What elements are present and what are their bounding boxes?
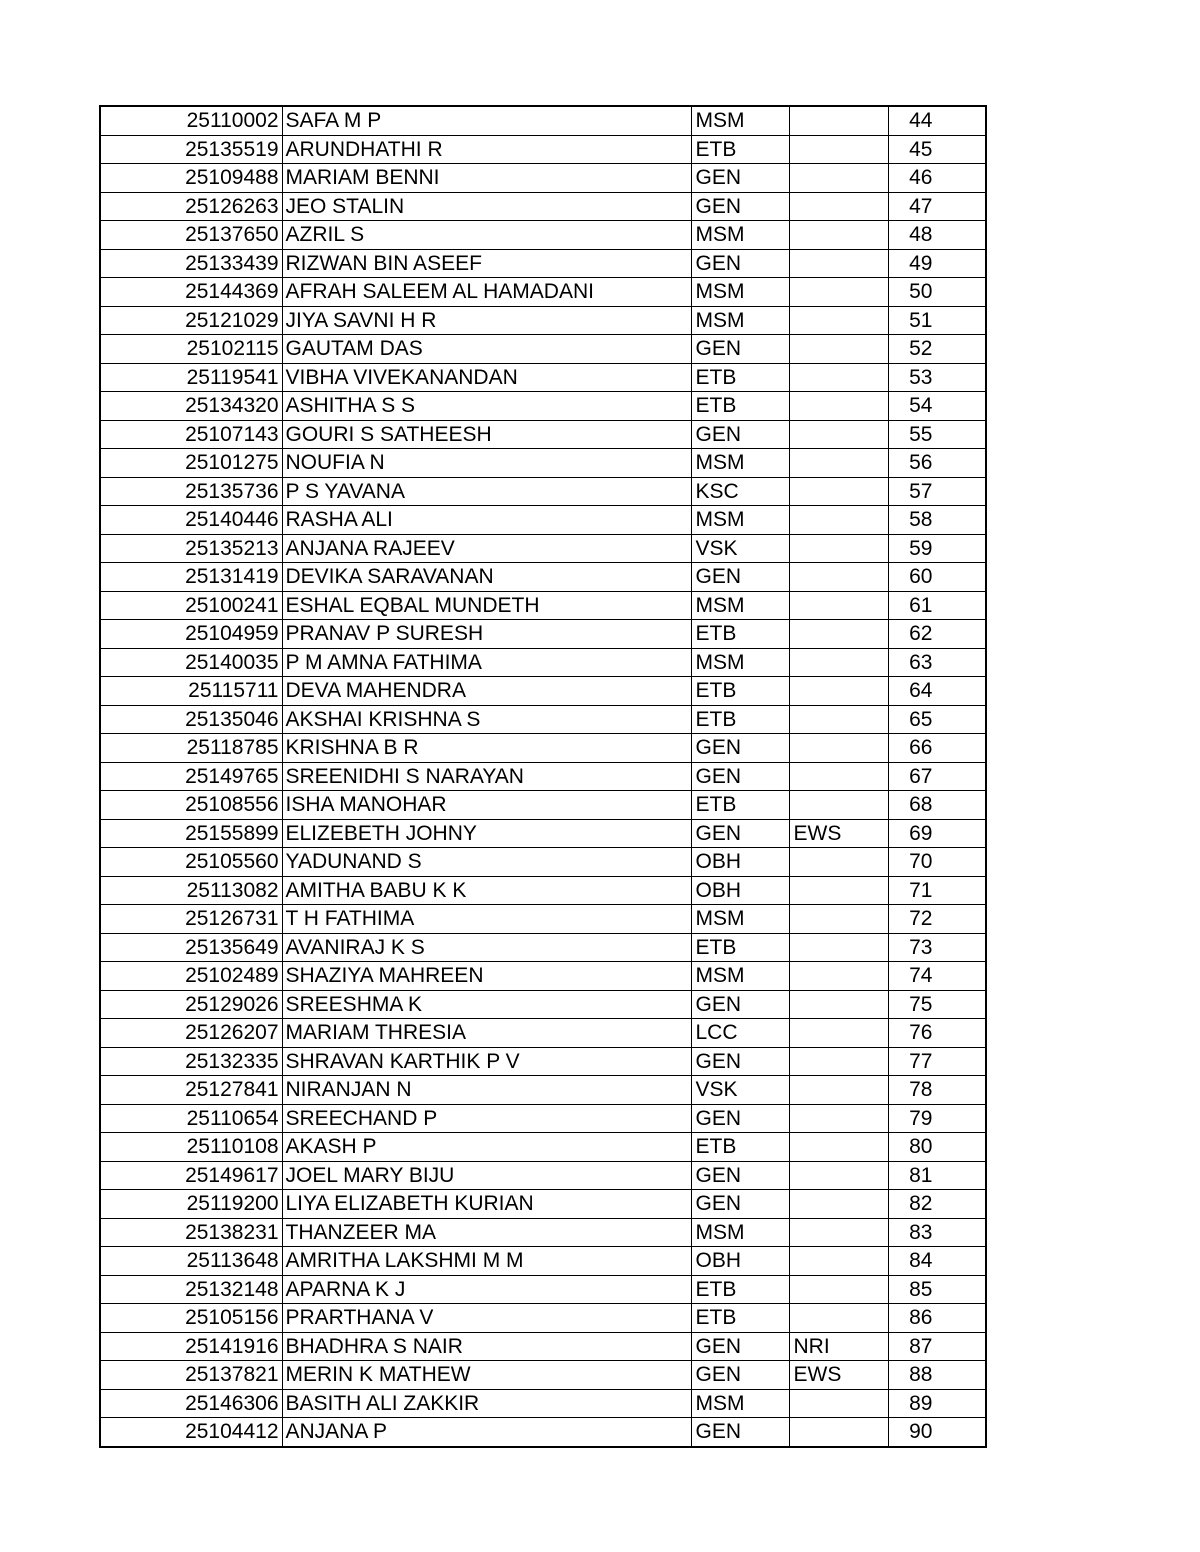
table-row xyxy=(100,1133,986,1162)
application-number-cell: 25138231 xyxy=(100,1218,282,1247)
application-number-cell: 25135649 xyxy=(100,933,282,962)
category-cell: OBH xyxy=(691,876,789,905)
application-number-cell: 25115711 xyxy=(100,677,282,706)
application-number-cell: 25108556 xyxy=(100,791,282,820)
quota-cell xyxy=(789,449,888,478)
candidate-name-cell: AMITHA BABU K K xyxy=(282,876,691,905)
application-number-cell: 25135213 xyxy=(100,534,282,563)
candidate-name-cell: MARIAM THRESIA xyxy=(282,1019,691,1048)
candidate-name-cell: BHADHRA S NAIR xyxy=(282,1332,691,1361)
candidate-name-cell: AFRAH SALEEM AL HAMADANI xyxy=(282,278,691,307)
quota-cell xyxy=(789,477,888,506)
category-cell: GEN xyxy=(691,1361,789,1390)
quota-cell: EWS xyxy=(789,819,888,848)
quota-cell: EWS xyxy=(789,1361,888,1390)
table-row xyxy=(100,1161,986,1190)
rank-cell: 63 xyxy=(888,648,986,677)
category-cell: MSM xyxy=(691,591,789,620)
table-row xyxy=(100,848,986,877)
candidate-name-cell: BASITH ALI ZAKKIR xyxy=(282,1389,691,1418)
quota-cell xyxy=(789,335,888,364)
application-number-cell: 25135519 xyxy=(100,135,282,164)
category-cell: MSM xyxy=(691,962,789,991)
candidate-name-cell: RIZWAN BIN ASEEF xyxy=(282,249,691,278)
rank-cell: 44 xyxy=(888,106,986,135)
rank-cell: 49 xyxy=(888,249,986,278)
candidate-name-cell: AKSHAI KRISHNA S xyxy=(282,705,691,734)
rank-cell: 76 xyxy=(888,1019,986,1048)
application-number-cell: 25132148 xyxy=(100,1275,282,1304)
application-number-cell: 25133439 xyxy=(100,249,282,278)
category-cell: MSM xyxy=(691,1389,789,1418)
rank-list-table xyxy=(99,105,987,1448)
candidate-name-cell: SREENIDHI S NARAYAN xyxy=(282,762,691,791)
category-cell: MSM xyxy=(691,449,789,478)
table-row xyxy=(100,221,986,250)
quota-cell: NRI xyxy=(789,1332,888,1361)
table-row xyxy=(100,1304,986,1333)
rank-cell: 48 xyxy=(888,221,986,250)
quota-cell xyxy=(789,363,888,392)
quota-cell xyxy=(789,1161,888,1190)
category-cell: GEN xyxy=(691,1104,789,1133)
quota-cell xyxy=(789,563,888,592)
table-row xyxy=(100,620,986,649)
application-number-cell: 25105560 xyxy=(100,848,282,877)
rank-cell: 77 xyxy=(888,1047,986,1076)
table-row xyxy=(100,905,986,934)
candidate-name-cell: AVANIRAJ K S xyxy=(282,933,691,962)
table-row xyxy=(100,106,986,135)
category-cell: GEN xyxy=(691,563,789,592)
table-row xyxy=(100,648,986,677)
candidate-name-cell: AKASH P xyxy=(282,1133,691,1162)
table-row xyxy=(100,1190,986,1219)
quota-cell xyxy=(789,1047,888,1076)
candidate-name-cell: KRISHNA B R xyxy=(282,734,691,763)
rank-cell: 46 xyxy=(888,164,986,193)
application-number-cell: 25118785 xyxy=(100,734,282,763)
quota-cell xyxy=(789,990,888,1019)
rank-cell: 60 xyxy=(888,563,986,592)
quota-cell xyxy=(789,791,888,820)
application-number-cell: 25146306 xyxy=(100,1389,282,1418)
category-cell: ETB xyxy=(691,1304,789,1333)
table-row xyxy=(100,563,986,592)
application-number-cell: 25149617 xyxy=(100,1161,282,1190)
rank-cell: 75 xyxy=(888,990,986,1019)
quota-cell xyxy=(789,420,888,449)
candidate-name-cell: ARUNDHATHI R xyxy=(282,135,691,164)
quota-cell xyxy=(789,905,888,934)
candidate-name-cell: SREECHAND P xyxy=(282,1104,691,1133)
rank-cell: 61 xyxy=(888,591,986,620)
category-cell: ETB xyxy=(691,791,789,820)
category-cell: GEN xyxy=(691,1418,789,1447)
category-cell: MSM xyxy=(691,506,789,535)
table-row xyxy=(100,1361,986,1390)
table-row xyxy=(100,762,986,791)
table-row xyxy=(100,506,986,535)
table-row xyxy=(100,1218,986,1247)
table-row xyxy=(100,1418,986,1447)
quota-cell xyxy=(789,278,888,307)
category-cell: MSM xyxy=(691,1218,789,1247)
application-number-cell: 25129026 xyxy=(100,990,282,1019)
category-cell: ETB xyxy=(691,705,789,734)
application-number-cell: 25113082 xyxy=(100,876,282,905)
application-number-cell: 25107143 xyxy=(100,420,282,449)
table-row xyxy=(100,363,986,392)
category-cell: ETB xyxy=(691,677,789,706)
table-row xyxy=(100,449,986,478)
candidate-name-cell: DEVA MAHENDRA xyxy=(282,677,691,706)
category-cell: MSM xyxy=(691,221,789,250)
quota-cell xyxy=(789,734,888,763)
rank-cell: 89 xyxy=(888,1389,986,1418)
category-cell: MSM xyxy=(691,905,789,934)
application-number-cell: 25113648 xyxy=(100,1247,282,1276)
rank-cell: 53 xyxy=(888,363,986,392)
table-row xyxy=(100,962,986,991)
category-cell: MSM xyxy=(691,278,789,307)
rank-cell: 84 xyxy=(888,1247,986,1276)
application-number-cell: 25126263 xyxy=(100,192,282,221)
rank-cell: 58 xyxy=(888,506,986,535)
application-number-cell: 25102489 xyxy=(100,962,282,991)
quota-cell xyxy=(789,876,888,905)
quota-cell xyxy=(789,1418,888,1447)
category-cell: ETB xyxy=(691,363,789,392)
quota-cell xyxy=(789,1133,888,1162)
category-cell: OBH xyxy=(691,848,789,877)
candidate-name-cell: APARNA K J xyxy=(282,1275,691,1304)
quota-cell xyxy=(789,1019,888,1048)
table-row xyxy=(100,477,986,506)
quota-cell xyxy=(789,591,888,620)
table-row xyxy=(100,734,986,763)
quota-cell xyxy=(789,1304,888,1333)
rank-cell: 54 xyxy=(888,392,986,421)
quota-cell xyxy=(789,1218,888,1247)
rank-list-body xyxy=(100,106,986,1447)
application-number-cell: 25126731 xyxy=(100,905,282,934)
rank-cell: 69 xyxy=(888,819,986,848)
candidate-name-cell: AZRIL S xyxy=(282,221,691,250)
candidate-name-cell: LIYA ELIZABETH KURIAN xyxy=(282,1190,691,1219)
category-cell: ETB xyxy=(691,135,789,164)
rank-cell: 64 xyxy=(888,677,986,706)
candidate-name-cell: ANJANA P xyxy=(282,1418,691,1447)
table-row xyxy=(100,677,986,706)
quota-cell xyxy=(789,620,888,649)
application-number-cell: 25119200 xyxy=(100,1190,282,1219)
rank-cell: 73 xyxy=(888,933,986,962)
table-row xyxy=(100,278,986,307)
category-cell: GEN xyxy=(691,164,789,193)
candidate-name-cell: ELIZEBETH JOHNY xyxy=(282,819,691,848)
candidate-name-cell: ANJANA RAJEEV xyxy=(282,534,691,563)
category-cell: ETB xyxy=(691,933,789,962)
application-number-cell: 25132335 xyxy=(100,1047,282,1076)
table-row xyxy=(100,249,986,278)
category-cell: GEN xyxy=(691,990,789,1019)
table-row xyxy=(100,164,986,193)
candidate-name-cell: SREESHMA K xyxy=(282,990,691,1019)
category-cell: GEN xyxy=(691,762,789,791)
quota-cell xyxy=(789,1389,888,1418)
table-row xyxy=(100,705,986,734)
rank-cell: 83 xyxy=(888,1218,986,1247)
category-cell: MSM xyxy=(691,648,789,677)
application-number-cell: 25140446 xyxy=(100,506,282,535)
candidate-name-cell: P S YAVANA xyxy=(282,477,691,506)
application-number-cell: 25127841 xyxy=(100,1076,282,1105)
application-number-cell: 25121029 xyxy=(100,306,282,335)
table-row xyxy=(100,1332,986,1361)
rank-cell: 57 xyxy=(888,477,986,506)
candidate-name-cell: ESHAL EQBAL MUNDETH xyxy=(282,591,691,620)
quota-cell xyxy=(789,1076,888,1105)
table-row xyxy=(100,1019,986,1048)
rank-cell: 62 xyxy=(888,620,986,649)
category-cell: GEN xyxy=(691,1161,789,1190)
category-cell: GEN xyxy=(691,420,789,449)
category-cell: GEN xyxy=(691,249,789,278)
rank-cell: 87 xyxy=(888,1332,986,1361)
application-number-cell: 25110108 xyxy=(100,1133,282,1162)
quota-cell xyxy=(789,249,888,278)
candidate-name-cell: JOEL MARY BIJU xyxy=(282,1161,691,1190)
rank-cell: 79 xyxy=(888,1104,986,1133)
application-number-cell: 25102115 xyxy=(100,335,282,364)
category-cell: VSK xyxy=(691,1076,789,1105)
application-number-cell: 25109488 xyxy=(100,164,282,193)
category-cell: OBH xyxy=(691,1247,789,1276)
candidate-name-cell: ISHA MANOHAR xyxy=(282,791,691,820)
rank-cell: 88 xyxy=(888,1361,986,1390)
rank-cell: 66 xyxy=(888,734,986,763)
category-cell: ETB xyxy=(691,620,789,649)
rank-cell: 59 xyxy=(888,534,986,563)
application-number-cell: 25104959 xyxy=(100,620,282,649)
category-cell: ETB xyxy=(691,392,789,421)
rank-cell: 72 xyxy=(888,905,986,934)
application-number-cell: 25131419 xyxy=(100,563,282,592)
table-row xyxy=(100,1389,986,1418)
rank-cell: 71 xyxy=(888,876,986,905)
category-cell: VSK xyxy=(691,534,789,563)
quota-cell xyxy=(789,962,888,991)
quota-cell xyxy=(789,648,888,677)
category-cell: GEN xyxy=(691,335,789,364)
rank-cell: 51 xyxy=(888,306,986,335)
candidate-name-cell: DEVIKA SARAVANAN xyxy=(282,563,691,592)
table-row xyxy=(100,1047,986,1076)
application-number-cell: 25141916 xyxy=(100,1332,282,1361)
rank-cell: 90 xyxy=(888,1418,986,1447)
quota-cell xyxy=(789,135,888,164)
quota-cell xyxy=(789,1247,888,1276)
application-number-cell: 25137650 xyxy=(100,221,282,250)
quota-cell xyxy=(789,192,888,221)
candidate-name-cell: MARIAM BENNI xyxy=(282,164,691,193)
table-row xyxy=(100,1104,986,1133)
table-row xyxy=(100,791,986,820)
rank-cell: 68 xyxy=(888,791,986,820)
category-cell: KSC xyxy=(691,477,789,506)
rank-cell: 52 xyxy=(888,335,986,364)
category-cell: LCC xyxy=(691,1019,789,1048)
table-row xyxy=(100,534,986,563)
candidate-name-cell: AMRITHA LAKSHMI M M xyxy=(282,1247,691,1276)
application-number-cell: 25144369 xyxy=(100,278,282,307)
application-number-cell: 25155899 xyxy=(100,819,282,848)
rank-cell: 65 xyxy=(888,705,986,734)
table-row xyxy=(100,420,986,449)
table-row xyxy=(100,990,986,1019)
category-cell: GEN xyxy=(691,1190,789,1219)
rank-cell: 50 xyxy=(888,278,986,307)
quota-cell xyxy=(789,677,888,706)
candidate-name-cell: VIBHA VIVEKANANDAN xyxy=(282,363,691,392)
candidate-name-cell: ASHITHA S S xyxy=(282,392,691,421)
application-number-cell: 25100241 xyxy=(100,591,282,620)
table-row xyxy=(100,335,986,364)
candidate-name-cell: JIYA SAVNI H R xyxy=(282,306,691,335)
application-number-cell: 25110654 xyxy=(100,1104,282,1133)
rank-cell: 85 xyxy=(888,1275,986,1304)
quota-cell xyxy=(789,392,888,421)
candidate-name-cell: NOUFIA N xyxy=(282,449,691,478)
quota-cell xyxy=(789,1104,888,1133)
rank-cell: 82 xyxy=(888,1190,986,1219)
candidate-name-cell: RASHA ALI xyxy=(282,506,691,535)
category-cell: MSM xyxy=(691,106,789,135)
application-number-cell: 25104412 xyxy=(100,1418,282,1447)
category-cell: MSM xyxy=(691,306,789,335)
candidate-name-cell: THANZEER MA xyxy=(282,1218,691,1247)
category-cell: ETB xyxy=(691,1275,789,1304)
table-row xyxy=(100,392,986,421)
category-cell: GEN xyxy=(691,1332,789,1361)
quota-cell xyxy=(789,306,888,335)
quota-cell xyxy=(789,933,888,962)
table-row xyxy=(100,876,986,905)
table-row xyxy=(100,192,986,221)
rank-cell: 78 xyxy=(888,1076,986,1105)
quota-cell xyxy=(789,762,888,791)
quota-cell xyxy=(789,848,888,877)
application-number-cell: 25110002 xyxy=(100,106,282,135)
candidate-name-cell: JEO STALIN xyxy=(282,192,691,221)
candidate-name-cell: SHRAVAN KARTHIK P V xyxy=(282,1047,691,1076)
application-number-cell: 25126207 xyxy=(100,1019,282,1048)
table-row xyxy=(100,591,986,620)
table-row xyxy=(100,819,986,848)
application-number-cell: 25137821 xyxy=(100,1361,282,1390)
table-row xyxy=(100,1275,986,1304)
candidate-name-cell: P M AMNA FATHIMA xyxy=(282,648,691,677)
quota-cell xyxy=(789,221,888,250)
rank-cell: 56 xyxy=(888,449,986,478)
application-number-cell: 25119541 xyxy=(100,363,282,392)
candidate-name-cell: PRARTHANA V xyxy=(282,1304,691,1333)
rank-cell: 67 xyxy=(888,762,986,791)
candidate-name-cell: NIRANJAN N xyxy=(282,1076,691,1105)
quota-cell xyxy=(789,506,888,535)
rank-cell: 55 xyxy=(888,420,986,449)
quota-cell xyxy=(789,705,888,734)
category-cell: GEN xyxy=(691,734,789,763)
application-number-cell: 25134320 xyxy=(100,392,282,421)
table-row xyxy=(100,306,986,335)
rank-cell: 45 xyxy=(888,135,986,164)
rank-cell: 80 xyxy=(888,1133,986,1162)
rank-cell: 81 xyxy=(888,1161,986,1190)
rank-cell: 86 xyxy=(888,1304,986,1333)
application-number-cell: 25101275 xyxy=(100,449,282,478)
candidate-name-cell: MERIN K MATHEW xyxy=(282,1361,691,1390)
application-number-cell: 25135046 xyxy=(100,705,282,734)
candidate-name-cell: YADUNAND S xyxy=(282,848,691,877)
quota-cell xyxy=(789,534,888,563)
table-row xyxy=(100,1076,986,1105)
application-number-cell: 25149765 xyxy=(100,762,282,791)
rank-cell: 70 xyxy=(888,848,986,877)
rank-cell: 74 xyxy=(888,962,986,991)
candidate-name-cell: GAUTAM DAS xyxy=(282,335,691,364)
table-row xyxy=(100,1247,986,1276)
category-cell: GEN xyxy=(691,1047,789,1076)
quota-cell xyxy=(789,1275,888,1304)
candidate-name-cell: SAFA M P xyxy=(282,106,691,135)
category-cell: GEN xyxy=(691,192,789,221)
table-row xyxy=(100,933,986,962)
candidate-name-cell: PRANAV P SURESH xyxy=(282,620,691,649)
application-number-cell: 25135736 xyxy=(100,477,282,506)
application-number-cell: 25105156 xyxy=(100,1304,282,1333)
quota-cell xyxy=(789,1190,888,1219)
candidate-name-cell: SHAZIYA MAHREEN xyxy=(282,962,691,991)
candidate-name-cell: T H FATHIMA xyxy=(282,905,691,934)
category-cell: GEN xyxy=(691,819,789,848)
category-cell: ETB xyxy=(691,1133,789,1162)
quota-cell xyxy=(789,106,888,135)
quota-cell xyxy=(789,164,888,193)
application-number-cell: 25140035 xyxy=(100,648,282,677)
table-row xyxy=(100,135,986,164)
candidate-name-cell: GOURI S SATHEESH xyxy=(282,420,691,449)
rank-cell: 47 xyxy=(888,192,986,221)
